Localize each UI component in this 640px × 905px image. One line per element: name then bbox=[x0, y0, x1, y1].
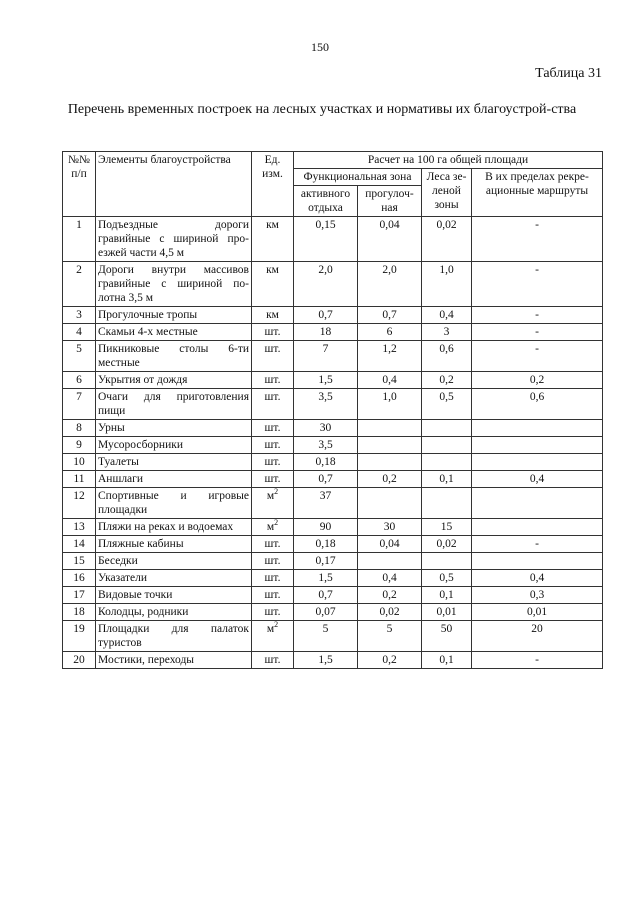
element-name-cell: Пляжи на реках и водоемах bbox=[96, 519, 252, 536]
header-unit: Ед. изм. bbox=[252, 152, 294, 217]
element-name-cell: Очаги для приготовления пищи bbox=[96, 389, 252, 420]
walking-cell: 6 bbox=[358, 324, 422, 341]
green-zone-cell: 0,02 bbox=[422, 536, 472, 553]
table-row bbox=[63, 652, 603, 669]
header-calc: Расчет на 100 га общей площади bbox=[294, 152, 603, 169]
walking-cell: 1,2 bbox=[358, 341, 422, 372]
element-name-cell: Укрытия от дождя bbox=[96, 372, 252, 389]
row-number-cell: 9 bbox=[63, 437, 96, 454]
unit-cell: $м^2$ bbox=[252, 488, 294, 519]
unit-cell: шт. bbox=[252, 587, 294, 604]
row-number-cell: 3 bbox=[63, 307, 96, 324]
unit-cell: $м^2$ bbox=[252, 621, 294, 652]
routes-cell bbox=[472, 488, 603, 519]
active-rest-cell: 0,7 bbox=[294, 471, 358, 488]
green-zone-cell: 1,0 bbox=[422, 262, 472, 307]
row-number-cell: 6 bbox=[63, 372, 96, 389]
table-row bbox=[63, 217, 603, 262]
routes-cell bbox=[472, 553, 603, 570]
header-walking: прогулоч-ная bbox=[358, 186, 422, 217]
row-number-cell: 1 bbox=[63, 217, 96, 262]
routes-cell: 20 bbox=[472, 621, 603, 652]
element-name-cell: Беседки bbox=[96, 553, 252, 570]
norms-table bbox=[62, 151, 603, 669]
row-number-cell: 4 bbox=[63, 324, 96, 341]
row-number-cell: 13 bbox=[63, 519, 96, 536]
element-name-cell: Указатели bbox=[96, 570, 252, 587]
green-zone-cell: 0,5 bbox=[422, 389, 472, 420]
green-zone-cell: 0,5 bbox=[422, 570, 472, 587]
element-name-cell: Площадки для палаток туристов bbox=[96, 621, 252, 652]
walking-cell: 0,4 bbox=[358, 570, 422, 587]
active-rest-cell: 7 bbox=[294, 341, 358, 372]
active-rest-cell: 1,5 bbox=[294, 652, 358, 669]
table-row bbox=[63, 519, 603, 536]
header-num: №№ п/п bbox=[63, 152, 96, 217]
unit-cell: шт. bbox=[252, 604, 294, 621]
routes-cell: - bbox=[472, 307, 603, 324]
table-row bbox=[63, 324, 603, 341]
row-number-cell: 12 bbox=[63, 488, 96, 519]
green-zone-cell: 0,6 bbox=[422, 341, 472, 372]
walking-cell: 0,7 bbox=[358, 307, 422, 324]
unit-superscript: 2 bbox=[274, 518, 279, 528]
table-row bbox=[63, 262, 603, 307]
unit-cell: шт. bbox=[252, 471, 294, 488]
green-zone-cell bbox=[422, 553, 472, 570]
row-number-cell: 10 bbox=[63, 454, 96, 471]
element-name-cell: Прогулочные тропы bbox=[96, 307, 252, 324]
unit-cell: шт. bbox=[252, 536, 294, 553]
table-row bbox=[63, 536, 603, 553]
element-name-cell: Скамьи 4-х местные bbox=[96, 324, 252, 341]
active-rest-cell: 0,07 bbox=[294, 604, 358, 621]
routes-cell bbox=[472, 437, 603, 454]
unit-cell: км bbox=[252, 217, 294, 262]
green-zone-cell: 50 bbox=[422, 621, 472, 652]
routes-cell: - bbox=[472, 324, 603, 341]
routes-cell: 0,01 bbox=[472, 604, 603, 621]
routes-cell: - bbox=[472, 652, 603, 669]
walking-cell bbox=[358, 488, 422, 519]
active-rest-cell: 1,5 bbox=[294, 570, 358, 587]
header-green-zone: Леса зе-леной зоны bbox=[422, 169, 472, 217]
walking-cell: 0,04 bbox=[358, 536, 422, 553]
routes-cell: - bbox=[472, 341, 603, 372]
table-row bbox=[63, 570, 603, 587]
active-rest-cell: 0,7 bbox=[294, 587, 358, 604]
routes-cell: 0,2 bbox=[472, 372, 603, 389]
walking-cell bbox=[358, 420, 422, 437]
active-rest-cell: 0,7 bbox=[294, 307, 358, 324]
unit-cell: $м^2$ bbox=[252, 519, 294, 536]
unit-cell: шт. bbox=[252, 454, 294, 471]
table-row bbox=[63, 488, 603, 519]
active-rest-cell: 0,18 bbox=[294, 536, 358, 553]
unit-cell: шт. bbox=[252, 437, 294, 454]
table-row bbox=[63, 341, 603, 372]
routes-cell bbox=[472, 454, 603, 471]
row-number-cell: 20 bbox=[63, 652, 96, 669]
walking-cell: 30 bbox=[358, 519, 422, 536]
active-rest-cell: 2,0 bbox=[294, 262, 358, 307]
table-row bbox=[63, 420, 603, 437]
walking-cell: 0,2 bbox=[358, 471, 422, 488]
active-rest-cell: 37 bbox=[294, 488, 358, 519]
green-zone-cell: 0,1 bbox=[422, 587, 472, 604]
row-number-cell: 8 bbox=[63, 420, 96, 437]
routes-cell: - bbox=[472, 262, 603, 307]
element-name-cell: Урны bbox=[96, 420, 252, 437]
green-zone-cell bbox=[422, 488, 472, 519]
walking-cell: 2,0 bbox=[358, 262, 422, 307]
active-rest-cell: 3,5 bbox=[294, 437, 358, 454]
row-number-cell: 18 bbox=[63, 604, 96, 621]
green-zone-cell: 0,01 bbox=[422, 604, 472, 621]
table-row bbox=[63, 372, 603, 389]
walking-cell bbox=[358, 437, 422, 454]
unit-cell: шт. bbox=[252, 420, 294, 437]
walking-cell bbox=[358, 454, 422, 471]
row-number-cell: 17 bbox=[63, 587, 96, 604]
header-routes: В их пределах рекре-ационные маршруты bbox=[472, 169, 603, 217]
table-row bbox=[63, 471, 603, 488]
active-rest-cell: 0,18 bbox=[294, 454, 358, 471]
unit-cell: шт. bbox=[252, 553, 294, 570]
unit-cell: шт. bbox=[252, 389, 294, 420]
table-body bbox=[63, 217, 603, 669]
table-row bbox=[63, 587, 603, 604]
green-zone-cell: 0,4 bbox=[422, 307, 472, 324]
green-zone-cell: 0,2 bbox=[422, 372, 472, 389]
element-name-cell: Аншлаги bbox=[96, 471, 252, 488]
unit-cell: шт. bbox=[252, 570, 294, 587]
routes-cell bbox=[472, 420, 603, 437]
element-name-cell: Туалеты bbox=[96, 454, 252, 471]
table-row bbox=[63, 604, 603, 621]
row-number-cell: 11 bbox=[63, 471, 96, 488]
element-name-cell: Колодцы, родники bbox=[96, 604, 252, 621]
element-name-cell: Спортивные и игровые площадки bbox=[96, 488, 252, 519]
walking-cell: 0,04 bbox=[358, 217, 422, 262]
routes-cell: 0,6 bbox=[472, 389, 603, 420]
routes-cell: 0,4 bbox=[472, 570, 603, 587]
row-number-cell: 7 bbox=[63, 389, 96, 420]
walking-cell: 0,2 bbox=[358, 587, 422, 604]
active-rest-cell: 90 bbox=[294, 519, 358, 536]
routes-cell bbox=[472, 519, 603, 536]
element-name-cell: Пикниковые столы 6-ти местные bbox=[96, 341, 252, 372]
table-row bbox=[63, 389, 603, 420]
page-number: 150 bbox=[311, 40, 329, 54]
unit-cell: шт. bbox=[252, 372, 294, 389]
green-zone-cell: 3 bbox=[422, 324, 472, 341]
row-number-cell: 14 bbox=[63, 536, 96, 553]
routes-cell: - bbox=[472, 536, 603, 553]
row-number-cell: 2 bbox=[63, 262, 96, 307]
table-row bbox=[63, 307, 603, 324]
active-rest-cell: 0,17 bbox=[294, 553, 358, 570]
walking-cell: 5 bbox=[358, 621, 422, 652]
routes-cell: 0,3 bbox=[472, 587, 603, 604]
green-zone-cell: 0,02 bbox=[422, 217, 472, 262]
green-zone-cell bbox=[422, 437, 472, 454]
unit-superscript: 2 bbox=[274, 620, 279, 630]
green-zone-cell bbox=[422, 454, 472, 471]
green-zone-cell: 0,1 bbox=[422, 471, 472, 488]
header-functional-zone: Функциональная зона bbox=[294, 169, 422, 186]
table-row bbox=[63, 621, 603, 652]
element-name-cell: Мусоросборники bbox=[96, 437, 252, 454]
walking-cell: 0,02 bbox=[358, 604, 422, 621]
element-name-cell: Подъездные дороги гравийные с шириной про-езжей части 4,5 м bbox=[96, 217, 252, 262]
active-rest-cell: 5 bbox=[294, 621, 358, 652]
element-name-cell: Пляжные кабины bbox=[96, 536, 252, 553]
unit-cell: шт. bbox=[252, 341, 294, 372]
walking-cell: 1,0 bbox=[358, 389, 422, 420]
walking-cell: 0,4 bbox=[358, 372, 422, 389]
active-rest-cell: 30 bbox=[294, 420, 358, 437]
table-row bbox=[63, 553, 603, 570]
row-number-cell: 19 bbox=[63, 621, 96, 652]
row-number-cell: 16 bbox=[63, 570, 96, 587]
green-zone-cell: 0,1 bbox=[422, 652, 472, 669]
routes-cell: - bbox=[472, 217, 603, 262]
walking-cell: 0,2 bbox=[358, 652, 422, 669]
routes-cell: 0,4 bbox=[472, 471, 603, 488]
active-rest-cell: 18 bbox=[294, 324, 358, 341]
element-name-cell: Видовые точки bbox=[96, 587, 252, 604]
table-label: Таблица 31 bbox=[535, 66, 602, 81]
table-row bbox=[63, 454, 603, 471]
document-title: Перечень временных построек на лесных участках и нормативы их благоустрой-ства bbox=[67, 102, 577, 117]
row-number-cell: 5 bbox=[63, 341, 96, 372]
unit-cell: км bbox=[252, 307, 294, 324]
unit-cell: шт. bbox=[252, 324, 294, 341]
unit-superscript: 2 bbox=[274, 487, 279, 497]
header-active: активного отдыха bbox=[294, 186, 358, 217]
active-rest-cell: 1,5 bbox=[294, 372, 358, 389]
unit-cell: шт. bbox=[252, 652, 294, 669]
table-row bbox=[63, 437, 603, 454]
walking-cell bbox=[358, 553, 422, 570]
unit-cell: км bbox=[252, 262, 294, 307]
row-number-cell: 15 bbox=[63, 553, 96, 570]
green-zone-cell: 15 bbox=[422, 519, 472, 536]
active-rest-cell: 3,5 bbox=[294, 389, 358, 420]
element-name-cell: Дороги внутри массивов гравийные с шириной по-лотна 3,5 м bbox=[96, 262, 252, 307]
header-element: Элементы благоустройства bbox=[96, 152, 252, 217]
element-name-cell: Мостики, переходы bbox=[96, 652, 252, 669]
green-zone-cell bbox=[422, 420, 472, 437]
active-rest-cell: 0,15 bbox=[294, 217, 358, 262]
table-header bbox=[63, 152, 603, 217]
